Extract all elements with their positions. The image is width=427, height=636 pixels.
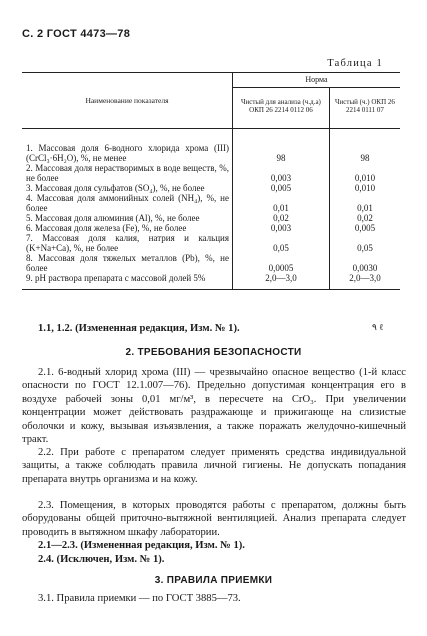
row-value-a: 0,005 <box>233 183 330 193</box>
row-value-a: 98 <box>233 129 330 164</box>
paragraph-2-2: 2.2. При работе с препаратом следует применять средства индивидуальной защиты, а также соблюдать правила личной гигиены. Не допускать попадания препарата внутрь организма и на кожу. <box>22 447 406 485</box>
table-row <box>22 233 400 253</box>
section-title: 2. ТРЕБОВАНИЯ БЕЗОПАСНОСТИ <box>125 347 302 358</box>
row-value-a: 0,003 <box>233 223 330 233</box>
row-value-a: 0,0005 <box>233 253 330 273</box>
row-value-b: 2,0—3,0 <box>329 273 400 290</box>
row-name: 1. Массовая доля 6-водного хлорида хрома (III) (CrCl₃·6H₂O), %, не менее <box>26 143 229 163</box>
row-name: 2. Массовая доля нерастворимых в воде веществ, %, не более <box>26 163 229 183</box>
row-name: 4. Массовая доля аммонийных солей (NH₄), %, не более <box>26 193 229 213</box>
row-value-b: 0,010 <box>354 173 376 183</box>
table-row <box>22 253 400 273</box>
row-value-b: 0,0030 <box>352 263 378 273</box>
table-row <box>22 129 400 164</box>
row-name: 5. Массовая доля алюминия (Al), %, не более <box>26 213 200 223</box>
row-value-a: 0,01 <box>233 193 330 213</box>
table-caption: Таблица 1 <box>327 58 383 69</box>
table-row <box>22 223 400 233</box>
row-name: 8. Массовая доля тяжелых металлов (Pb), %, не более <box>26 253 229 273</box>
row-value-a: 0,003 <box>233 163 330 183</box>
margin-mark: ٩ ℓ <box>372 322 384 332</box>
page-header: С. 2 ГОСТ 4473—78 <box>22 28 131 40</box>
row-value-a: 0,05 <box>233 233 330 253</box>
table-row <box>22 273 400 290</box>
paragraph-2-3: 2.3. Помещения, в которых проводятся работы с препаратом, должны быть оборудованы общей приточно-вытяжной вентиляцией. Анализ препарата следует проводить в вытяжном шкафу лаборатории. <box>22 500 406 538</box>
row-value-a: 2,0—3,0 <box>233 273 330 290</box>
paragraph-2-1: 2.1. 6-водный хлорид хрома (III) — чрезвычайно опасное вещество (1-й класс опасности по ГОСТ 12.1.007—76). Предельно допустимая концентрация его в воздухе рабочей зоны 0,01 мг/м³, в пересчете на CrO₃. При увеличении концентрации может действовать раздражающе и прижигающе на слизистые оболочки и кожу, вызывая изъязвления, а также поражать желудочно-кишечный тракт. <box>22 367 406 446</box>
row-name: 6. Массовая доля железа (Fe), %, не более <box>26 223 187 233</box>
paragraph-3-1: 3.1. Правила приемки — по ГОСТ 3885—73. <box>38 593 241 604</box>
column-header-grade-b: Чистый (ч.) ОКП 26 2214 0111 07 <box>329 88 400 129</box>
amendment-note: 2.1—2.3. (Измененная редакция, Изм. № 1). <box>38 540 245 551</box>
amendment-note: 1.1, 1.2. (Измененная редакция, Изм. № 1). <box>38 323 240 334</box>
table-row <box>22 213 400 223</box>
row-value-b: 0,05 <box>357 243 373 253</box>
spec-table <box>22 72 400 290</box>
table-row <box>22 183 400 193</box>
row-name: 9. pH раствора препарата с массовой долей 5% <box>22 273 233 290</box>
row-value-b: 0,01 <box>357 203 373 213</box>
amendment-note: 2.4. (Исключен, Изм. № 1). <box>38 554 165 565</box>
section-title: 3. ПРАВИЛА ПРИЕМКИ <box>154 575 273 586</box>
row-name: 7. Массовая доля калия, натрия и кальция (K+Na+Ca), %, не более <box>26 233 229 253</box>
row-value-b: 0,010 <box>354 183 376 193</box>
row-name: 3. Массовая доля сульфатов (SO₄), %, не более <box>26 183 205 193</box>
column-header-name: Наименование показателя <box>22 73 233 129</box>
row-value-a: 0,02 <box>233 213 330 223</box>
row-value-b: 0,005 <box>354 223 376 233</box>
row-value-b: 98 <box>360 153 370 163</box>
row-value-b: 0,02 <box>357 213 373 223</box>
table-row <box>22 163 400 183</box>
column-header-norm: Норма <box>233 73 401 88</box>
table-row <box>22 193 400 213</box>
column-header-grade-a: Чистый для анализа (ч.д.а) ОКП 26 2214 0112 06 <box>233 88 330 129</box>
